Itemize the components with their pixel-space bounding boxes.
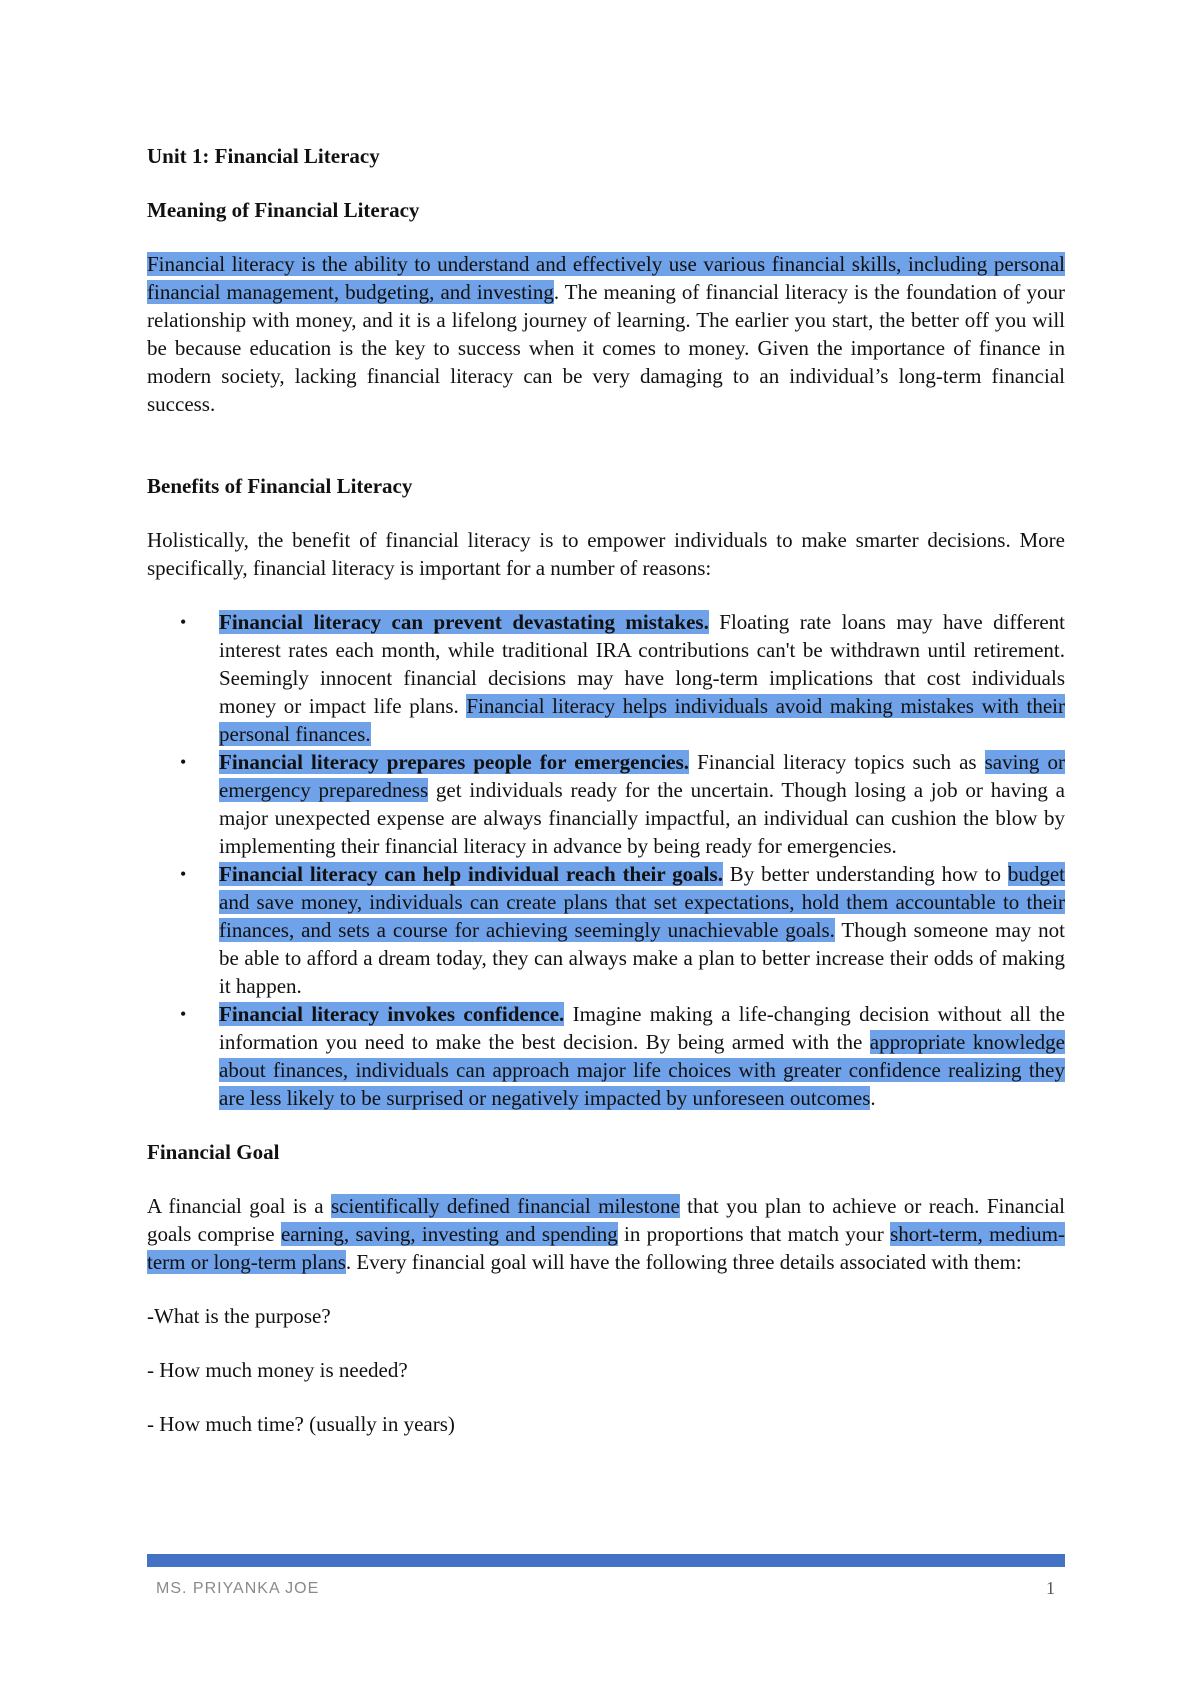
bullet-icon: • (180, 612, 187, 632)
item-text: get individuals ready for the uncertain. Though losing a job or having a major unexpected expense are always financially impactful, an individual can cushion the blow by implementing their financial literacy in advance by being ready for emergencies. (219, 778, 1065, 858)
goal-heading: Financial Goal (147, 1140, 280, 1164)
item-lead: Financial literacy invokes confidence. (219, 1002, 565, 1026)
benefits-intro: Holistically, the benefit of financial literacy is to empower individuals to make smarter decisions. More specifically, financial literacy is important for a number of reasons: (147, 528, 1065, 580)
item-highlight: appropriate knowledge about finances, individuals can approach major life choices with greater confidence realizing they are less likely to be surprised or negatively impacted by unforeseen outcomes (219, 1030, 1065, 1110)
goal-text: in proportions that match your (617, 1222, 891, 1246)
goal-highlight: short-term, medium-term or long-term plans (147, 1222, 1065, 1274)
item-text: . (870, 1086, 876, 1110)
goal-question-time: - How much time? (usually in years) (147, 1412, 455, 1436)
goal-question-money: - How much money is needed? (147, 1358, 408, 1382)
goal-highlight: scientifically defined financial milestone (331, 1194, 680, 1218)
page-number: 1 (1046, 1578, 1055, 1598)
list-item (147, 748, 1065, 860)
list-item (147, 608, 1065, 748)
page-title: Unit 1: Financial Literacy (147, 144, 380, 168)
goal-text: . Every financial goal will have the following three details associated with them: (345, 1250, 1022, 1274)
goal-text: that you plan to achieve or reach. Financial goals comprise (147, 1194, 1065, 1246)
item-text: By better understanding how to (722, 862, 1008, 886)
item-highlight: saving or emergency preparedness (219, 750, 1065, 802)
meaning-heading: Meaning of Financial Literacy (147, 198, 420, 222)
item-lead: Financial literacy can help individual reach their goals. (219, 862, 723, 886)
list-item (147, 1000, 1065, 1112)
item-highlight: Financial literacy helps individuals avoid making mistakes with their personal finances. (219, 694, 1065, 746)
meaning-text: . The meaning of financial literacy is the foundation of your relationship with money, and it is a lifelong journey of learning. The earlier you start, the better off you will be because education is the key to success when it comes to money. Given the importance of finance in modern society, lacking financial literacy can be very damaging to an individual’s long-term financial success. (147, 280, 1065, 416)
item-text: Floating rate loans may have different interest rates each month, while traditional IRA contributions can't be withdrawn until retirement. Seemingly innocent financial decisions may have long-term implications that cost individuals money or impact life plans. (219, 610, 1065, 718)
bullet-icon: • (180, 1004, 187, 1024)
footer-rule (147, 1554, 1065, 1567)
bullet-icon: • (180, 864, 187, 884)
meaning-highlight: Financial literacy is the ability to understand and effectively use various financial skills, including personal financial management, budgeting, and investing (147, 252, 1065, 304)
document-body (147, 142, 1065, 1438)
list-item (147, 860, 1065, 1000)
item-lead: Financial literacy can prevent devastating mistakes. (219, 610, 709, 634)
item-lead: Financial literacy prepares people for emergencies. (219, 750, 690, 774)
goal-paragraph (147, 1192, 1065, 1276)
meaning-paragraph (147, 250, 1065, 418)
item-text: Though someone may not be able to afford a dream today, they can always make a plan to better increase their odds of making it happen. (219, 918, 1066, 998)
item-highlight: budget and save money, individuals can create plans that set expectations, hold them accountable to their finances, and sets a course for achieving seemingly unachievable goals. (219, 862, 1065, 942)
goal-text: A financial goal is a (147, 1194, 331, 1218)
footer-author: MS. PRIYANKA JOE (156, 1580, 320, 1597)
goal-highlight: earning, saving, investing and spending (280, 1222, 618, 1246)
goal-question-purpose: -What is the purpose? (147, 1304, 331, 1328)
bullet-icon: • (180, 752, 187, 772)
benefits-list (147, 608, 1065, 1112)
benefits-heading: Benefits of Financial Literacy (147, 474, 413, 498)
item-text: Imagine making a life-changing decision without all the information you need to make the best decision. By being armed with the (219, 1002, 1065, 1054)
item-text: Financial literacy topics such as (689, 750, 985, 774)
